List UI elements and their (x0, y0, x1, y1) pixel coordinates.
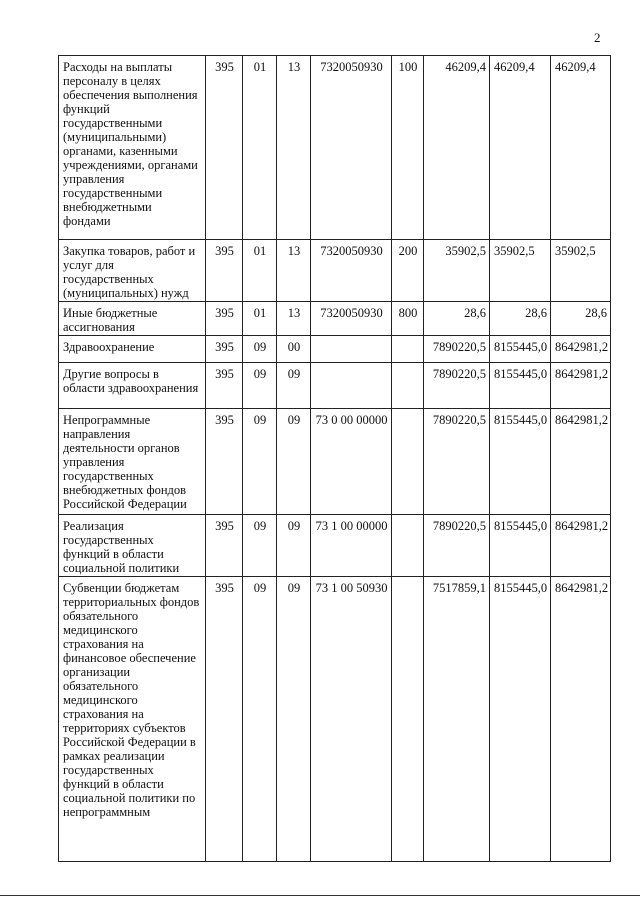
sum-year-2: 8155445,0 (490, 363, 551, 409)
vr-code (392, 363, 424, 409)
page-number: 2 (594, 30, 601, 45)
sum-year-3: 8642981,2 (551, 515, 611, 577)
csr-code (311, 336, 392, 363)
footer-divider (0, 895, 640, 896)
rz-code: 09 (243, 577, 277, 862)
csr-code: 7320050930 (311, 240, 392, 302)
rz-code: 09 (243, 409, 277, 515)
csr-code: 7320050930 (311, 56, 392, 240)
pr-code: 09 (277, 363, 311, 409)
ved-code: 395 (206, 302, 243, 336)
rz-code: 01 (243, 240, 277, 302)
ved-code: 395 (206, 409, 243, 515)
vr-code (392, 577, 424, 862)
pr-code: 00 (277, 336, 311, 363)
ved-code: 395 (206, 56, 243, 240)
table-row (59, 409, 611, 515)
sum-year-3: 28,6 (551, 302, 611, 336)
row-name: Другие вопросы в области здравоохранения (59, 363, 206, 409)
pr-code: 13 (277, 56, 311, 240)
csr-code: 73 1 00 50930 (311, 577, 392, 862)
table-row (59, 56, 611, 240)
table-row (59, 302, 611, 336)
csr-code: 73 0 00 00000 (311, 409, 392, 515)
ved-code: 395 (206, 363, 243, 409)
sum-year-1: 28,6 (424, 302, 490, 336)
vr-code: 800 (392, 302, 424, 336)
budget-table (58, 55, 611, 862)
pr-code: 09 (277, 577, 311, 862)
sum-year-2: 8155445,0 (490, 336, 551, 363)
rz-code: 01 (243, 56, 277, 240)
pr-code: 09 (277, 515, 311, 577)
table-row (59, 577, 611, 862)
ved-code: 395 (206, 515, 243, 577)
row-name: Закупка товаров, работ и услуг для государственных (муниципальных) нужд (59, 240, 206, 302)
row-name: Здравоохранение (59, 336, 206, 363)
csr-code: 7320050930 (311, 302, 392, 336)
sum-year-1: 35902,5 (424, 240, 490, 302)
pr-code: 09 (277, 409, 311, 515)
ved-code: 395 (206, 577, 243, 862)
rz-code: 01 (243, 302, 277, 336)
vr-code (392, 515, 424, 577)
vr-code: 100 (392, 56, 424, 240)
row-name: Расходы на выплаты персоналу в целях обеспечения выполнения функций государственными (муниципальными) органами, казенными учреждениями, органами управления государственными внебюджетными фондами (59, 56, 206, 240)
table-row (59, 515, 611, 577)
sum-year-3: 8642981,2 (551, 336, 611, 363)
rz-code: 09 (243, 336, 277, 363)
row-name: Субвенции бюджетам территориальных фондов обязательного медицинского страхования на финансовое обеспечение организации обязательного медицинского страхования на территориях субъектов Российской Федерации в рамках реализации государственных функций в области социальной политики по непрограммным (59, 577, 206, 862)
sum-year-1: 7890220,5 (424, 363, 490, 409)
sum-year-2: 35902,5 (490, 240, 551, 302)
sum-year-3: 8642981,2 (551, 577, 611, 862)
sum-year-2: 46209,4 (490, 56, 551, 240)
table-row (59, 336, 611, 363)
table-row (59, 240, 611, 302)
csr-code: 73 1 00 00000 (311, 515, 392, 577)
sum-year-1: 7517859,1 (424, 577, 490, 862)
sum-year-2: 8155445,0 (490, 577, 551, 862)
sum-year-2: 8155445,0 (490, 409, 551, 515)
vr-code: 200 (392, 240, 424, 302)
ved-code: 395 (206, 336, 243, 363)
sum-year-2: 8155445,0 (490, 515, 551, 577)
table-row (59, 363, 611, 409)
row-name: Непрограммные направления деятельности органов управления государственных внебюджетных фондов Российской Федерации (59, 409, 206, 515)
sum-year-2: 28,6 (490, 302, 551, 336)
sum-year-3: 35902,5 (551, 240, 611, 302)
pr-code: 13 (277, 240, 311, 302)
sum-year-1: 46209,4 (424, 56, 490, 240)
ved-code: 395 (206, 240, 243, 302)
sum-year-1: 7890220,5 (424, 515, 490, 577)
vr-code (392, 409, 424, 515)
vr-code (392, 336, 424, 363)
sum-year-3: 46209,4 (551, 56, 611, 240)
sum-year-1: 7890220,5 (424, 409, 490, 515)
sum-year-3: 8642981,2 (551, 363, 611, 409)
rz-code: 09 (243, 515, 277, 577)
sum-year-3: 8642981,2 (551, 409, 611, 515)
pr-code: 13 (277, 302, 311, 336)
rz-code: 09 (243, 363, 277, 409)
csr-code (311, 363, 392, 409)
row-name: Реализация государственных функций в области социальной политики (59, 515, 206, 577)
sum-year-1: 7890220,5 (424, 336, 490, 363)
row-name: Иные бюджетные ассигнования (59, 302, 206, 336)
